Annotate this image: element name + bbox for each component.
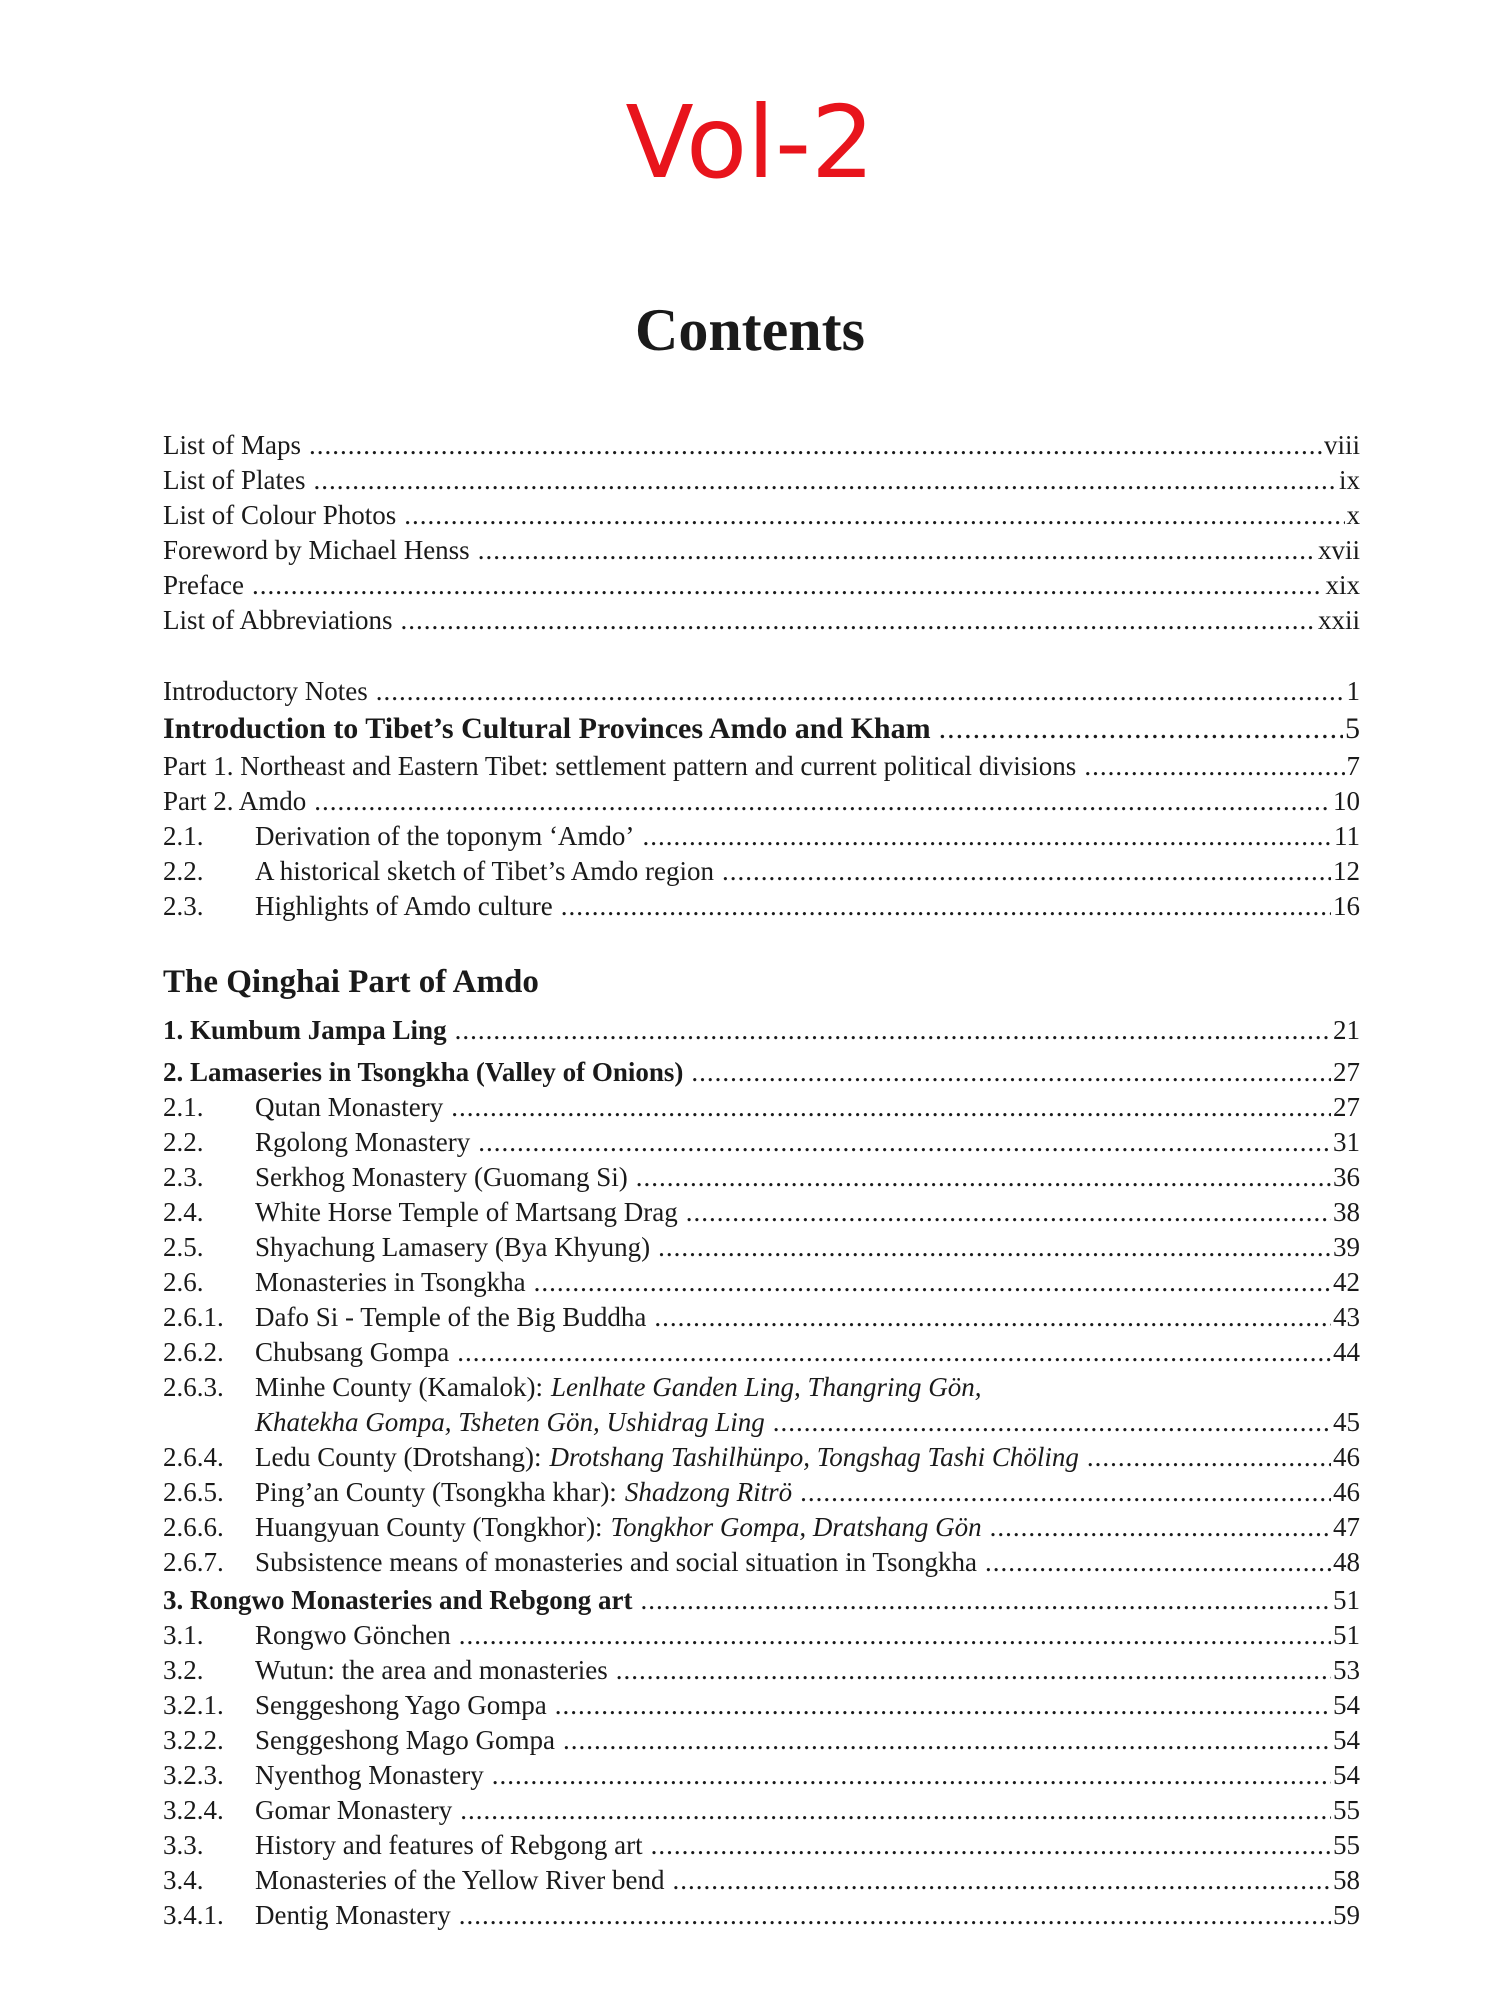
page-number: 7 <box>1346 751 1360 781</box>
page-number: 1 <box>1346 676 1360 706</box>
chapter-3-list <box>163 1583 1360 1933</box>
section-number: 2.6.2. <box>163 1337 224 1367</box>
page-number: 31 <box>1333 1127 1360 1157</box>
toc-entry[interactable]: Part 2. Amdo ..... 10 <box>163 784 1360 819</box>
toc-entry[interactable]: 2.6.1. Dafo Si - Temple of the Big Buddha ..... 43 <box>163 1300 1360 1335</box>
page-number: 55 <box>1333 1795 1360 1825</box>
section-number: 2.6. <box>163 1267 204 1297</box>
page-number: 10 <box>1333 786 1360 816</box>
toc-entry[interactable]: List of Maps ..... viii <box>163 428 1360 463</box>
section-number: 2.6.3. <box>163 1372 224 1402</box>
toc-entry-heading[interactable]: Introduction to Tibet’s Cultural Provinces Amdo and Kham ..... 5 <box>163 709 1360 749</box>
page-number: 38 <box>1333 1197 1360 1227</box>
section-number: 2.2. <box>163 1127 204 1157</box>
page-number: 5 <box>1345 712 1360 745</box>
toc-entry[interactable]: 3.2.1. Senggeshong Yago Gompa ..... 54 <box>163 1688 1360 1723</box>
toc-entry[interactable]: Preface ..... xix <box>163 568 1360 603</box>
section-number: 3.2.4. <box>163 1795 224 1825</box>
toc-entry[interactable]: 2.1. Qutan Monastery ..... 27 <box>163 1090 1360 1125</box>
section-number: 2.2. <box>163 856 204 886</box>
page-number: x <box>1346 500 1360 530</box>
section-number: 3.1. <box>163 1620 204 1650</box>
section-number: 2.3. <box>163 1162 204 1192</box>
toc-entry[interactable]: List of Abbreviations ..... xxii <box>163 603 1360 638</box>
toc-entry-chapter[interactable]: 1. Kumbum Jampa Ling ..... 21 <box>163 1013 1360 1048</box>
page-number: 47 <box>1333 1512 1360 1542</box>
page-title: Contents <box>634 297 865 363</box>
toc-entry[interactable]: 3.3. History and features of Rebgong art ..... 55 <box>163 1828 1360 1863</box>
toc-entry[interactable]: List of Plates ..... ix <box>163 463 1360 498</box>
section-heading: The Qinghai Part of Amdo <box>163 964 539 1000</box>
page-number: 46 <box>1333 1442 1360 1472</box>
page-number: 27 <box>1333 1057 1360 1087</box>
toc-entry[interactable]: 2.6.4. Ledu County (Drotshang): Drotshang Tashilhünpo, Tongshag Tashi Chöling ..... 46 <box>163 1440 1360 1475</box>
toc-entry[interactable]: 3.2. Wutun: the area and monasteries ..... 53 <box>163 1653 1360 1688</box>
toc-entry[interactable]: 2.6.5. Ping’an County (Tsongkha khar): Shadzong Ritrö ..... 46 <box>163 1475 1360 1510</box>
chapter-1-list <box>163 1013 1360 1048</box>
toc-entry[interactable]: 3.2.4. Gomar Monastery ..... 55 <box>163 1793 1360 1828</box>
page-number: 51 <box>1333 1585 1360 1615</box>
section-number: 2.1. <box>163 1092 204 1122</box>
toc-entry[interactable]: 2.4. White Horse Temple of Martsang Drag ..... 38 <box>163 1195 1360 1230</box>
page-number: xxii <box>1317 605 1360 635</box>
page-number: 12 <box>1333 856 1360 886</box>
toc-entry[interactable]: 2.2. A historical sketch of Tibet’s Amdo region ..... 12 <box>163 854 1360 889</box>
toc-entry[interactable]: 2.6.6. Huangyuan County (Tongkhor): Tongkhor Gompa, Dratshang Gön ..... 47 <box>163 1510 1360 1545</box>
toc-entry[interactable]: 2.2. Rgolong Monastery ..... 31 <box>163 1125 1360 1160</box>
page-number: 58 <box>1333 1865 1360 1895</box>
toc-entry[interactable]: 3.1. Rongwo Gönchen ..... 51 <box>163 1618 1360 1653</box>
section-number: 3.2.3. <box>163 1760 224 1790</box>
section-number: 2.6.4. <box>163 1442 224 1472</box>
toc-entry[interactable]: 3.4. Monasteries of the Yellow River bend ..... 58 <box>163 1863 1360 1898</box>
page-number: ix <box>1338 465 1360 495</box>
page-number: 53 <box>1333 1655 1360 1685</box>
section-number: 2.4. <box>163 1197 204 1227</box>
page-number: 16 <box>1333 891 1360 921</box>
page-number: 36 <box>1333 1162 1360 1192</box>
section-number: 3.2.1. <box>163 1690 224 1720</box>
toc-entry[interactable]: 3.2.3. Nyenthog Monastery ..... 54 <box>163 1758 1360 1793</box>
page-number: 39 <box>1333 1232 1360 1262</box>
page-number: 54 <box>1333 1760 1360 1790</box>
page-number: 46 <box>1333 1477 1360 1507</box>
page-number: 43 <box>1333 1302 1360 1332</box>
toc-entry[interactable]: 2.3. Highlights of Amdo culture ..... 16 <box>163 889 1360 924</box>
section-number: 2.1. <box>163 821 204 851</box>
page-number: 54 <box>1333 1690 1360 1720</box>
page-number: 45 <box>1333 1407 1360 1437</box>
volume-label: Vol-2 <box>625 84 875 201</box>
toc-entry[interactable]: 2.3. Serkhog Monastery (Guomang Si) ..... 36 <box>163 1160 1360 1195</box>
page-number: 44 <box>1333 1337 1360 1367</box>
section-number: 3.4. <box>163 1865 204 1895</box>
chapter-2-list <box>163 1055 1360 1580</box>
section-number: 2.5. <box>163 1232 204 1262</box>
section-number: 2.6.1. <box>163 1302 224 1332</box>
toc-entry[interactable]: 2.1. Derivation of the toponym ‘Amdo’ ..... 11 <box>163 819 1360 854</box>
page-number: 21 <box>1333 1015 1360 1045</box>
page-number: 48 <box>1333 1547 1360 1577</box>
page-number: 42 <box>1333 1267 1360 1297</box>
page-number: 51 <box>1333 1620 1360 1650</box>
toc-entry[interactable]: 2.6.2. Chubsang Gompa ..... 44 <box>163 1335 1360 1370</box>
page-number: 54 <box>1333 1725 1360 1755</box>
section-number: 2.6.5. <box>163 1477 224 1507</box>
page-number: xvii <box>1317 535 1360 565</box>
toc-entry[interactable]: 2.5. Shyachung Lamasery (Bya Khyung) ..... 39 <box>163 1230 1360 1265</box>
section-number: 3.2. <box>163 1655 204 1685</box>
section-number: 3.3. <box>163 1830 204 1860</box>
section-number: 3.4.1. <box>163 1900 224 1930</box>
toc-entry-chapter[interactable]: 3. Rongwo Monasteries and Rebgong art ..... 51 <box>163 1583 1360 1618</box>
introduction-list <box>163 674 1360 924</box>
page-number: xix <box>1325 570 1360 600</box>
toc-entry[interactable]: Introductory Notes ..... 1 <box>163 674 1360 709</box>
page-number: 55 <box>1333 1830 1360 1860</box>
toc-entry[interactable]: 2.6.3. Minhe County (Kamalok): Lenlhate Ganden Ling, Thangring Gön, <box>163 1370 1360 1405</box>
toc-entry-continued[interactable]: Khatekha Gompa, Tsheten Gön, Ushidrag Ling ..... 45 <box>163 1405 1360 1440</box>
section-number: 3.2.2. <box>163 1725 224 1755</box>
section-number: 2.6.6. <box>163 1512 224 1542</box>
page-number: 59 <box>1333 1900 1360 1930</box>
toc-entry[interactable]: 2.6.7. Subsistence means of monasteries and social situation in Tsongkha ..... 48 <box>163 1545 1360 1580</box>
toc-entry[interactable]: Foreword by Michael Henss ..... xvii <box>163 533 1360 568</box>
toc-entry[interactable]: 2.6. Monasteries in Tsongkha ..... 42 <box>163 1265 1360 1300</box>
section-number: 2.3. <box>163 891 204 921</box>
toc-entry-chapter[interactable]: 2. Lamaseries in Tsongkha (Valley of Onions) ..... 27 <box>163 1055 1360 1090</box>
page-number: viii <box>1323 430 1360 460</box>
front-matter-list <box>163 428 1360 638</box>
toc-entry[interactable]: 3.2.2. Senggeshong Mago Gompa ..... 54 <box>163 1723 1360 1758</box>
page-number: 27 <box>1333 1092 1360 1122</box>
section-number: 2.6.7. <box>163 1547 224 1577</box>
toc-entry[interactable]: 3.4.1. Dentig Monastery ..... 59 <box>163 1898 1360 1933</box>
toc-entry[interactable]: List of Colour Photos ..... x <box>163 498 1360 533</box>
page-number: 11 <box>1334 821 1360 851</box>
toc-entry[interactable]: Part 1. Northeast and Eastern Tibet: settlement pattern and current political divisions ..... 7 <box>163 749 1360 784</box>
